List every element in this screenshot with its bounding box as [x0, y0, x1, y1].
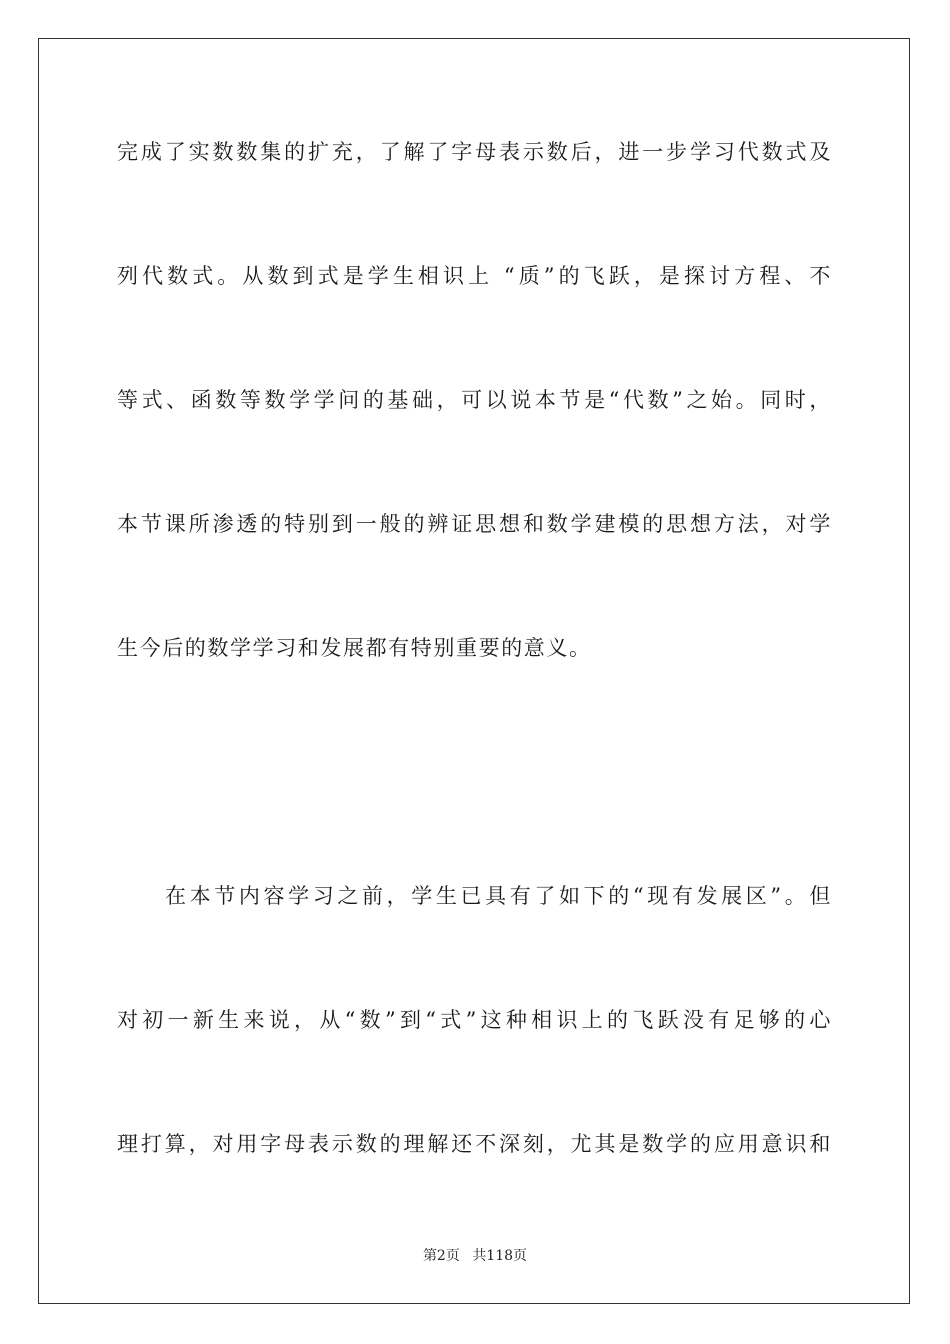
page-total: 共118页 — [472, 1248, 528, 1264]
paragraph-line: 生今后的数学学习和发展都有特别重要的意义。 — [117, 636, 592, 660]
page-footer — [0, 1247, 950, 1265]
paragraph-line: 对初一新生来说，从“数”到“式”这种相识上的飞跃没有足够的心 — [117, 1008, 832, 1032]
page-number: 第2页 — [422, 1248, 460, 1264]
paragraph-line-indented: 在本节内容学习之前，学生已具有了如下的“现有发展区”。但 — [165, 884, 832, 908]
paragraph-line: 本节课所渗透的特别到一般的辨证思想和数学建模的思想方法，对学 — [117, 512, 832, 536]
paragraph-line: 等式、函数等数学学问的基础，可以说本节是“代数”之始。同时， — [117, 388, 832, 412]
page-border — [38, 38, 910, 1304]
paragraph-line: 列代数式。从数到式是学生相识上 “质”的飞跃，是探讨方程、不 — [117, 264, 832, 288]
paragraph-line: 完成了实数数集的扩充，了解了字母表示数后，进一步学习代数式及 — [117, 140, 832, 164]
paragraph-line: 理打算，对用字母表示数的理解还不深刻，尤其是数学的应用意识和 — [117, 1132, 832, 1156]
